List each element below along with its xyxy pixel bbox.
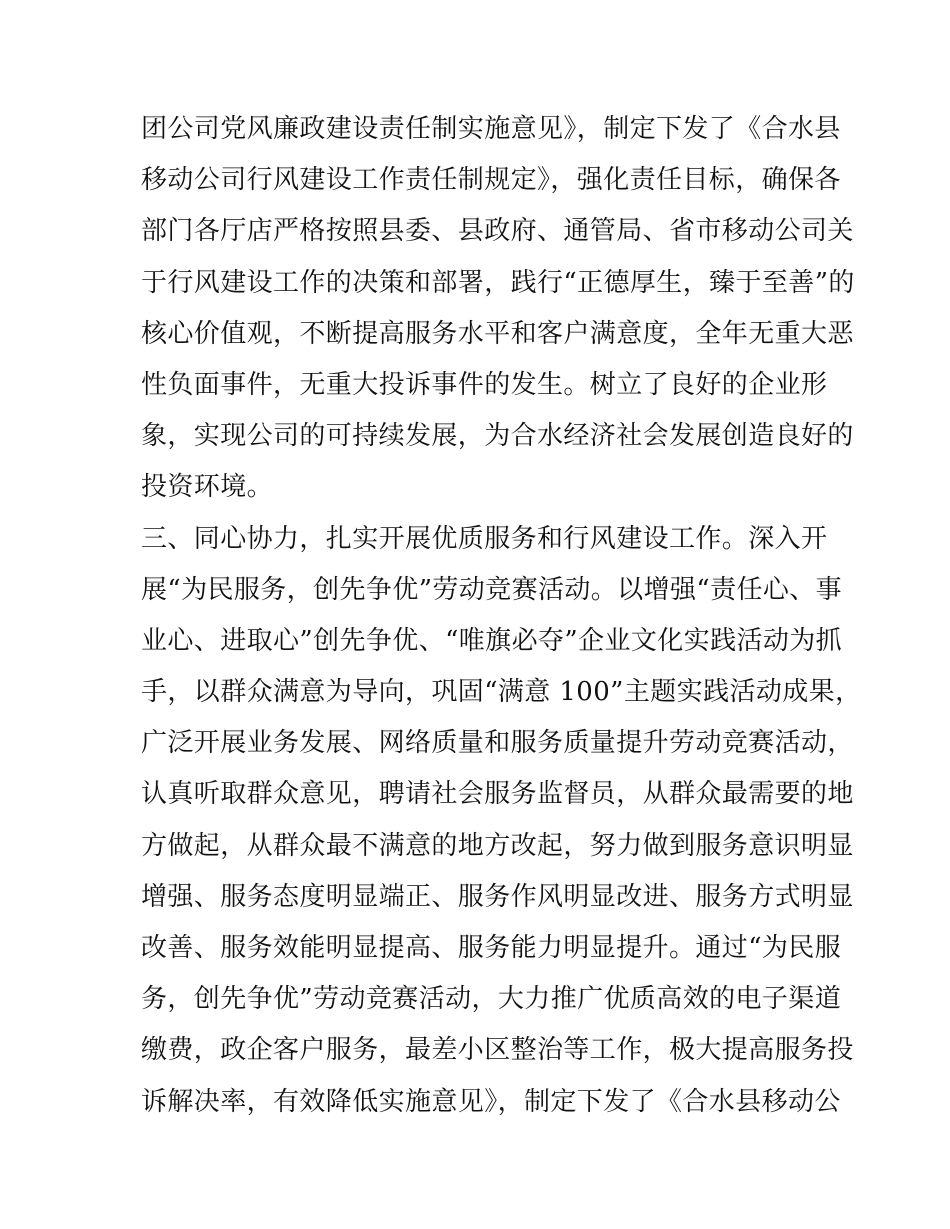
text-line-5: 核心价值观，不断提高服务水平和客户满意度，全年无重大恶 <box>141 318 854 349</box>
text-line-14: 认真听取群众意见，聘请社会服务监督员，从群众最需要的地 <box>141 779 854 810</box>
text-line-19: 缴费，政企客户服务，最差小区整治等工作，极大提高服务投 <box>141 1035 854 1066</box>
text-line-12: 手，以群众满意为导向，巩固“满意 100”主题实践活动成果， <box>141 677 862 708</box>
text-line-18: 务，创先争优”劳动竞赛活动，大力推广优质高效的电子渠道 <box>141 984 842 1015</box>
text-line-10: 展“为民服务，创先争优”劳动竞赛活动。以增强“责任心、事 <box>141 574 843 605</box>
text-line-17: 改善、服务效能明显提高、服务能力明显提升。通过“为民服 <box>141 933 842 963</box>
text-line-2: 移动公司行风建设工作责任制规定》，强化责任目标，确保各 <box>141 165 841 196</box>
text-line-15: 方做起，从群众最不满意的地方改起，努力做到服务意识明显 <box>141 830 854 861</box>
text-line-6: 性负面事件，无重大投诉事件的发生。树立了良好的企业形 <box>141 369 828 400</box>
text-line-7: 象，实现公司的可持续发展，为合水经济社会发展创造良好的 <box>141 421 854 452</box>
text-line-9: 三、同心协力，扎实开展优质服务和行风建设工作。深入开 <box>141 523 828 554</box>
body-text <box>141 104 862 1128</box>
text-line-3: 部门各厅店严格按照县委、县政府、通管局、省市移动公司关 <box>141 216 854 247</box>
text-line-20: 诉解决率，有效降低实施意见》，制定下发了《合水县移动公 <box>141 1086 841 1117</box>
text-line-16: 增强、服务态度明显端正、服务作风明显改进、服务方式明显 <box>141 881 854 912</box>
text-line-13: 广泛开展业务发展、网络质量和服务质量提升劳动竞赛活动， <box>141 728 854 759</box>
text-line-1: 团公司党风廉政建设责任制实施意见》，制定下发了《合水县 <box>141 114 841 144</box>
text-line-11: 业心、进取心”创先争优、“唯旗必夺”企业文化实践活动为抓 <box>141 625 843 656</box>
text-line-4: 于行风建设工作的决策和部署，践行“正德厚生，臻于至善”的 <box>141 267 855 298</box>
text-line-8: 投资环境。 <box>141 472 274 503</box>
